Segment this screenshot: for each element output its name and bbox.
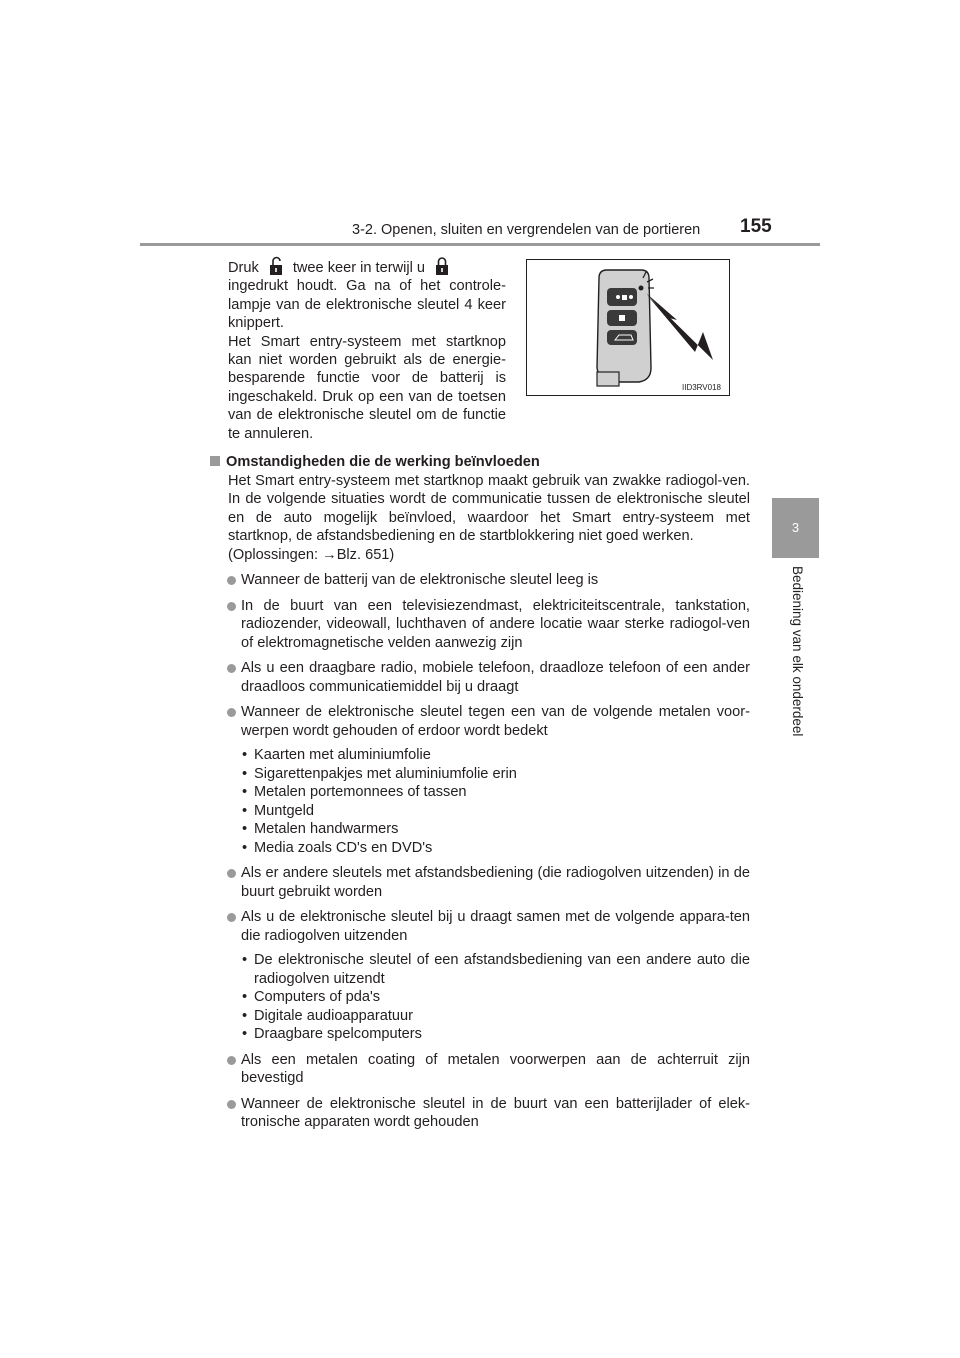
unlock-icon [269,256,283,276]
square-bullet-icon [210,456,220,466]
smart-key-illustration [526,259,730,396]
list-item: In de buurt van een televisiezendmast, elektriciteitscentrale, tankstation, radiozender, videowall, luchthaven of andere locatie waar sterke radiogol-ven of elektromagnetische velden aanwezig zijn [228,597,750,653]
intro-word-druk: Druk [228,260,259,276]
sub-list-item: • Muntgeld [242,802,315,819]
intro-text-part3: Het Smart entry-systeem met startknop kan niet worden gebruikt als de energie-besparende functie voor de batterij is ingeschakeld. Druk op een van de toetsen van de elektronische sleutel om de functie te annuleren. [228,333,506,442]
chapter-tab-number: 3 [791,520,800,535]
sub-list-item: • Digitale audioapparatuur [242,1007,414,1024]
bullet-dot-icon [227,913,236,922]
list-item: Als u een draagbare radio, mobiele telefoon, draadloze telefoon of een ander draadloos communicatiemiddel bij u draagt [228,659,750,696]
list-item: Als er andere sleutels met afstandsbediening (die radiogolven uitzenden) in de buurt gebruikt worden [228,864,750,901]
list-item: Wanneer de batterij van de elektronische sleutel leeg is [228,571,750,590]
page-number: 155 [740,216,772,237]
bullet-dot-icon [227,1056,236,1065]
bullet-dot-icon [227,602,236,611]
sub-list-item: • Computers of pda's [242,989,381,1005]
sub-list-item: • Media zoals CD's en DVD's [242,839,433,856]
figure-code: IID3RV018 [682,383,721,392]
sub-list-item: • Metalen portemonnees of tassen [242,784,467,800]
sub-list-item: • Sigarettenpakjes met aluminiumfolie erin [242,765,517,782]
bullet-dot-icon [227,869,236,878]
metal-objects-list [241,746,750,857]
list-item: Wanneer de elektronische sleutel tegen een van de volgende metalen voor-werpen wordt gehouden of erdoor wordt bedekt [228,703,750,740]
lock-icon [435,256,449,276]
radio-devices-list [241,951,750,1044]
list-item: Wanneer de elektronische sleutel in de buurt van een batterijlader of elek-tronische apparaten wordt gehouden [228,1095,750,1132]
chapter-title: 3-2. Openen, sluiten en vergrendelen van de portieren [352,222,701,238]
chapter-tab [772,498,819,558]
intro-text-part1: twee keer in terwijl u [292,260,426,276]
bullet-dot-icon [227,664,236,673]
conditions-section [210,453,750,1132]
chapter-tab-label: Bediening van elk onderdeel [790,566,805,737]
list-item: Als u de elektronische sleutel bij u draagt samen met de volgende appara-ten die radiogolven uitzenden [228,908,750,945]
header-divider [140,243,820,246]
sub-list-item: • De elektronische sleutel of een afstandsbediening van een andere auto die radiogolven uitzendt [242,952,750,987]
list-item: Als een metalen coating of metalen voorwerpen aan de achterruit zijn bevestigd [228,1051,750,1088]
bullet-dot-icon [227,1100,236,1109]
bullet-dot-icon [227,576,236,585]
bullet-dot-icon [227,708,236,717]
smart-key-icon [527,260,729,395]
section-reference: (Oplossingen: →Blz. 651) [228,546,395,563]
section-intro: Het Smart entry-systeem met startknop maakt gebruik van zwakke radiogol-ven. In de volgende situaties wordt de communicatie tussen de elektronische sleutel en de auto mogelijk beïnvloed, waardoor het Smart entry-systeem met startknop, de afstandsbediening en de startblokkering niet goed werken. [228,472,750,544]
intro-paragraph [228,256,506,443]
intro-text-part2: ingedrukt houdt. Ga na of het controle-lampje van de elektronische sleutel 4 keer knippert. [228,278,506,332]
section-heading: Omstandigheden die de werking beïnvloeden [210,453,750,472]
sub-list-item: • Metalen handwarmers [242,821,399,837]
sub-list-item: • Draagbare spelcomputers [242,1026,422,1042]
sub-list-item: • Kaarten met aluminiumfolie [242,747,431,763]
